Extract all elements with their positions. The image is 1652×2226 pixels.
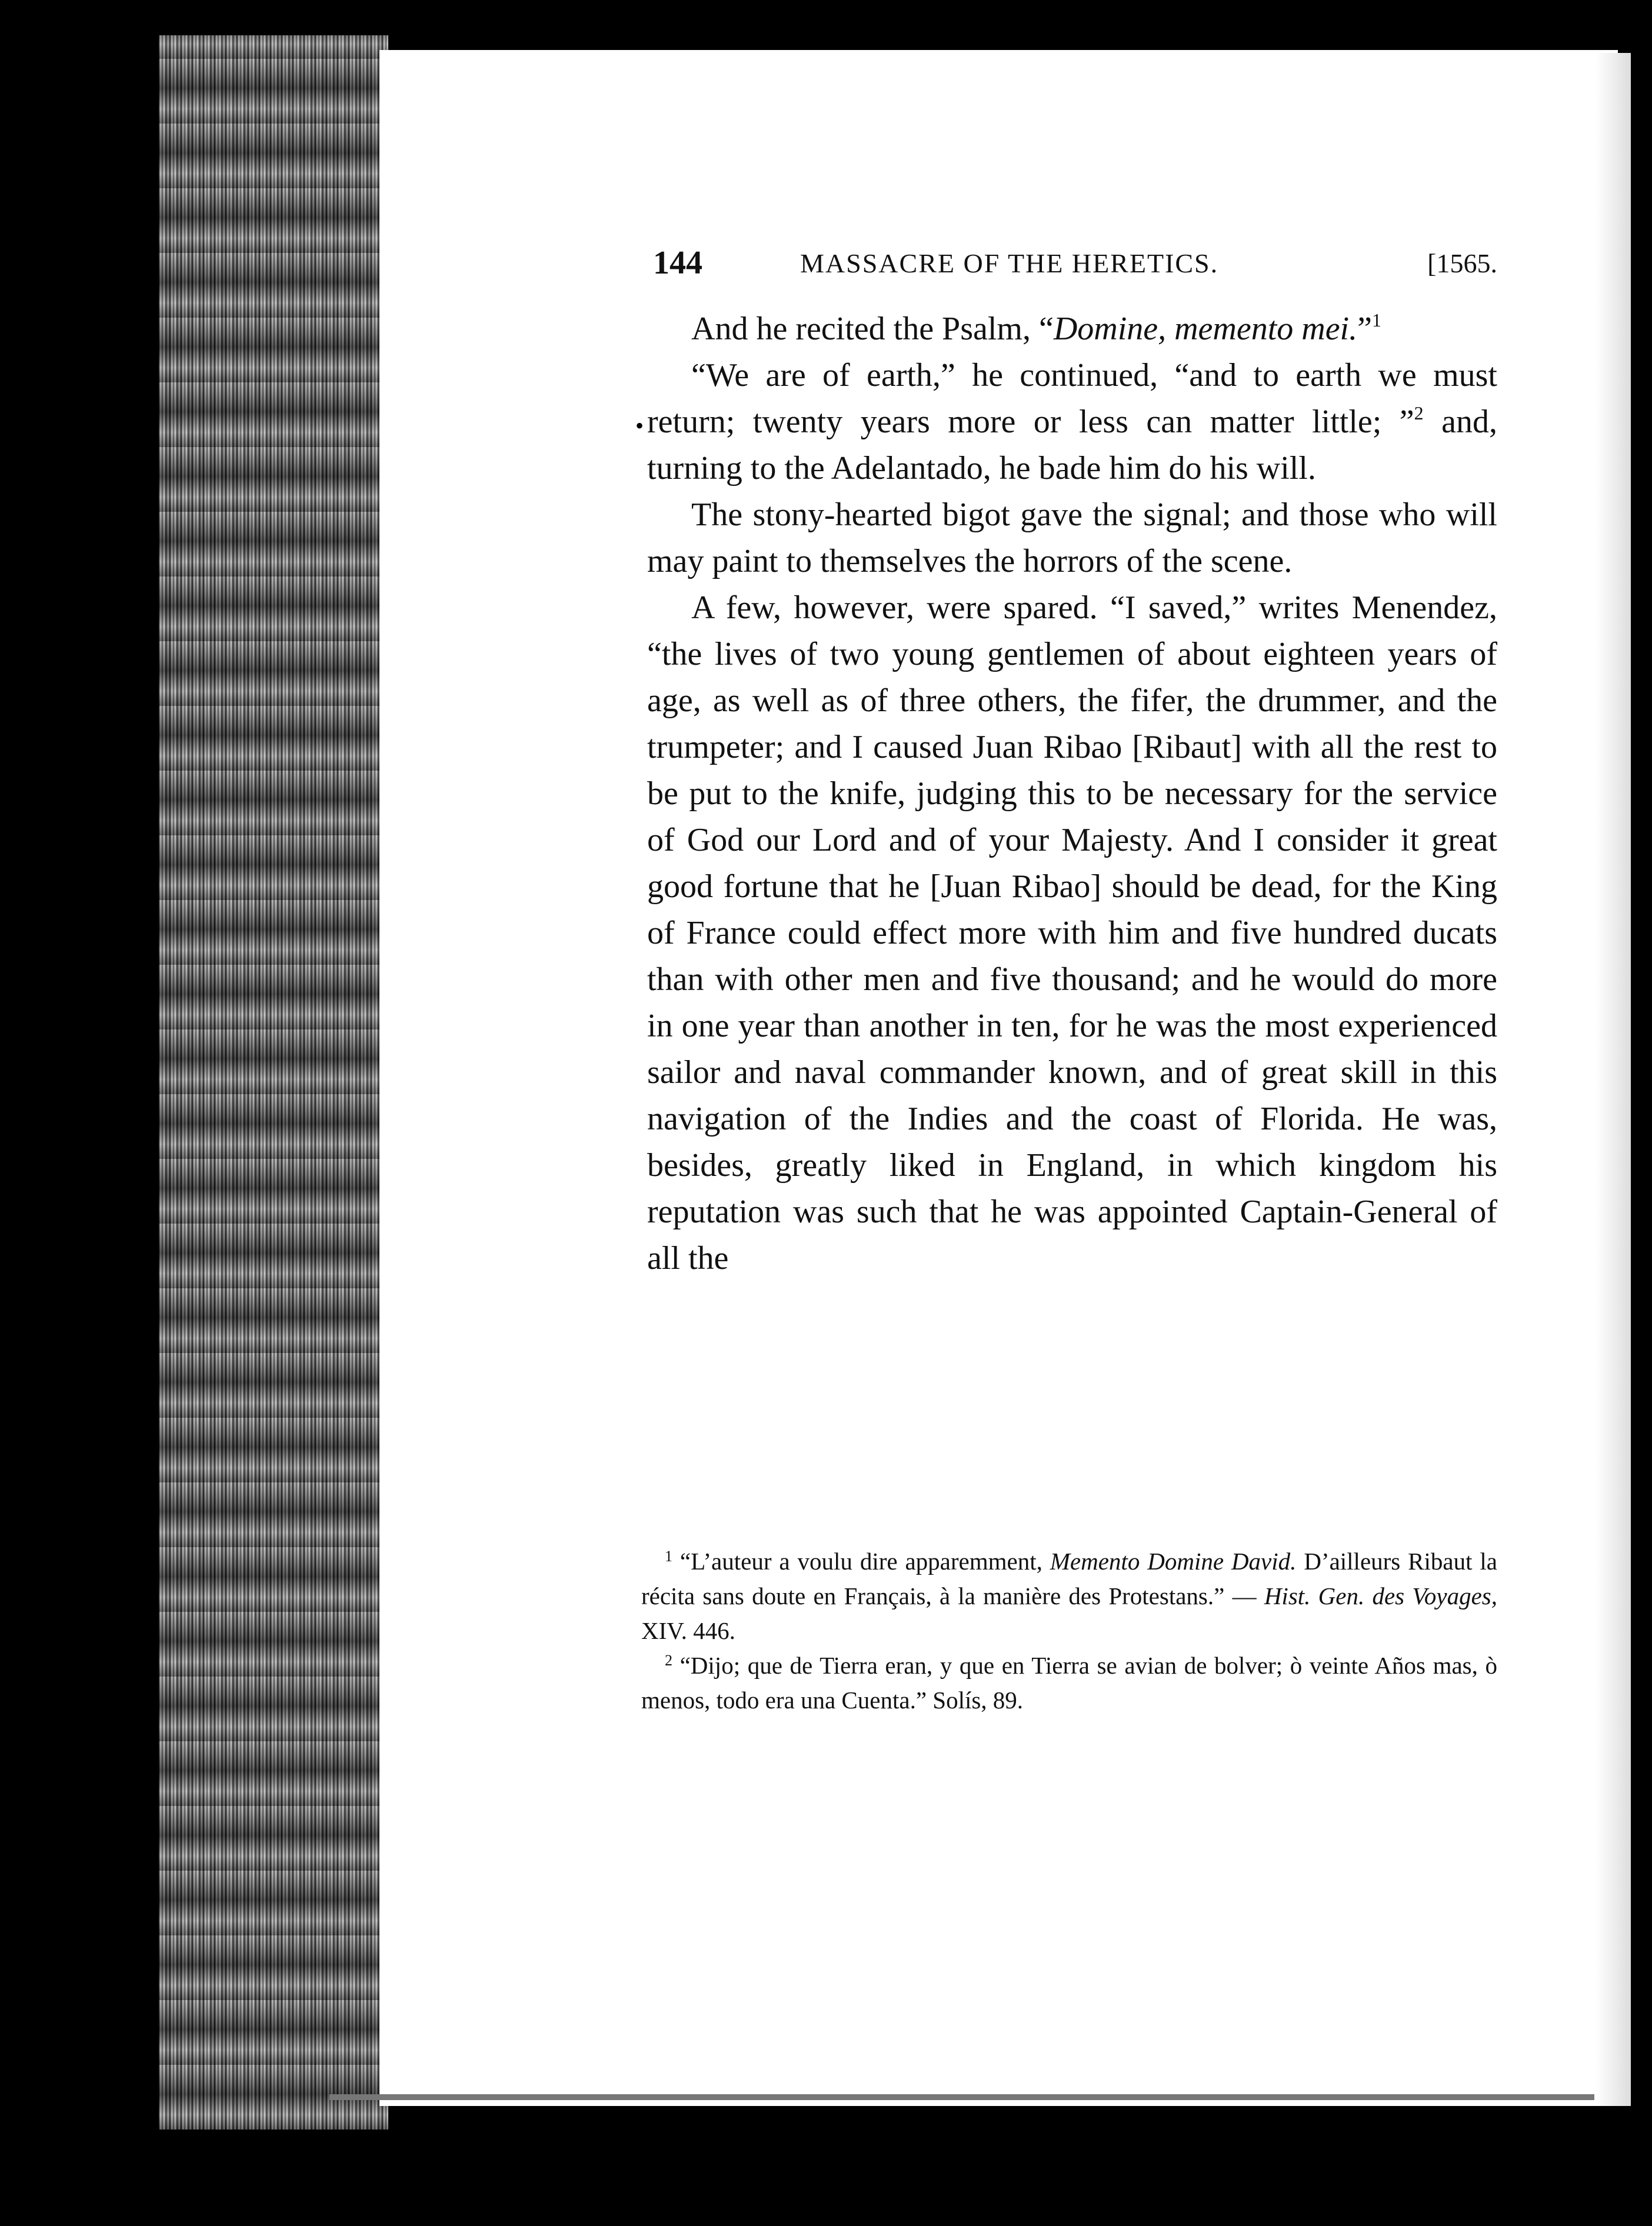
text-run: and, turning to the Adelantado, he bade him do his will.: [647, 404, 1498, 486]
text-run: “L’auteur a voulu dire apparemment,: [672, 1548, 1050, 1575]
footnote-marker: 1: [665, 1548, 672, 1565]
facing-page-edge: [1596, 53, 1631, 2106]
chapter-title: MASSACRE OF THE HERETICS.: [800, 248, 1219, 278]
paragraph: [647, 306, 1497, 352]
italic-text: Hist. Gen. des Voyages,: [1264, 1582, 1497, 1609]
text-run: “We are of earth,” he continued, “and to earth we must return; twenty years more or less can matter little; ”: [647, 357, 1497, 440]
text-run: “Dijo; que de Tierra eran, y que en Tierra se avian de bolver; ò veinte Años mas, ò menos, todo era una Cuenta.” Solís, 89.: [641, 1652, 1497, 1714]
text-run: The stony-hearted bigot gave the signal; and those who will may paint to themselves the horrors of the scene.: [647, 496, 1497, 579]
text-run: XIV. 446.: [641, 1617, 735, 1644]
page-number: 144: [653, 245, 702, 281]
year-marker: [1565.: [1427, 248, 1497, 278]
text-run: D’ailleurs Ribaut la récita sans doute en Français, à la manière des Protestans.” —: [641, 1548, 1498, 1609]
book-edge-shading: [159, 35, 388, 2130]
stray-ink-mark: •: [635, 412, 644, 439]
italic-text: Memento Domine David.: [1050, 1548, 1297, 1575]
paragraph: [647, 352, 1497, 492]
text-run: And he recited the Psalm, “: [691, 311, 1054, 347]
body-text: [647, 306, 1497, 1282]
text-run: ”: [1357, 311, 1372, 347]
italic-text: Domine, memento mei.: [1053, 311, 1358, 347]
paragraph: [647, 492, 1497, 585]
footnotes: [641, 1544, 1497, 1718]
footnote-marker: 1: [1371, 309, 1381, 331]
page-bottom-edge: [329, 2094, 1594, 2100]
footnote: [641, 1544, 1497, 1648]
text-run: A few, however, were spared. “I saved,” writes Menendez, “the lives of two young gentlemen of about eighteen years of age, as well as of three others, the fifer, the drummer, and the trumpeter; and I caused Juan Ribao [Ribaut] with all the rest to be put to the knife, judging this to be necessary for the service of God our Lord and of your Majesty. And I consider it great good fortune that he [Juan Ribao] should be dead, for the King of France could effect more with him and five hundred ducats than with other men and five thousand; and he would do more in one year than another in ten, for he was the most experienced sailor and naval commander known, and of great skill in this navigation of the Indies and the coast of Florida. He was, besides, greatly liked in England, in which kingdom his reputation was such that he was appointed Captain-General of all the: [647, 589, 1497, 1277]
footnote-marker: 2: [1414, 402, 1424, 424]
footnote: [641, 1648, 1497, 1718]
running-head: [653, 244, 1497, 285]
paragraph: [647, 585, 1497, 1282]
footnote-marker: 2: [665, 1652, 672, 1669]
